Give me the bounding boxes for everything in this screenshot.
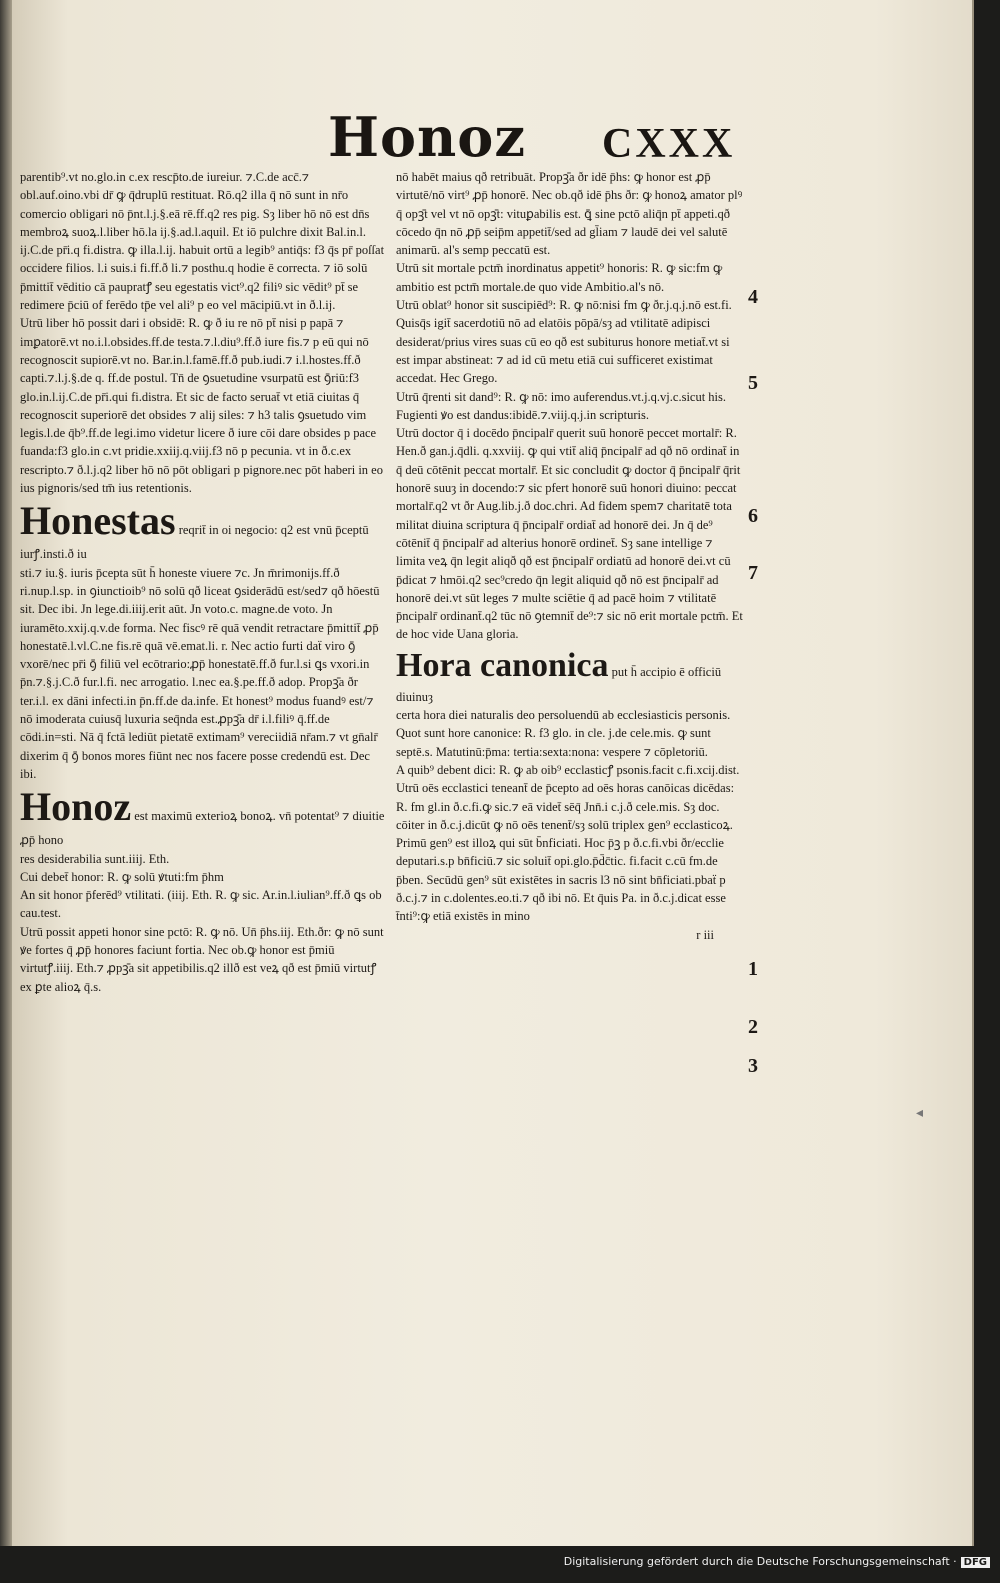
lemma-intro: est maximū exterioꝝ bonoꝝ. vn̄ potentat⁹ ⁊ diuitie ꝓp̄ hono (20, 809, 385, 848)
digitization-footer (564, 1555, 990, 1568)
running-head-title: Honoz (328, 105, 526, 169)
paragraph: nō habēt maius qð retribuāt. Propꝫ̄a ðr idē p̄hs: ꝙ honor est ꝓp̄ virtutē/nō virt⁹ ꝓp̄ honorē. Nec ob.qð idē p̄hs ðr: ꝙ honoꝝ amator plꝰ q̄ opꝫ̄t vel vt nō opꝫ̄t: vituꝑabilis est. ꝗ̄ sine pctō aliq̄n pt̄ appeti.qð cōcedo q̄n nō ꝓp̄ seip̄m appetit̄/sed ad gl̄iam ⁊ laudē dei vel salutē animarū. al's semp peccatū est. (396, 170, 743, 258)
margin-number: 4 (748, 286, 758, 308)
page-binding-shadow (0, 0, 12, 1546)
lemma-hora-canonica: Hora canonica (396, 646, 609, 684)
right-column (396, 168, 744, 944)
lemma-intro: put h̄ accipio ē officiū diuinuȝ (396, 664, 722, 704)
margin-number: 7 (748, 562, 758, 584)
folio-number: CXXX (602, 121, 736, 167)
margin-number: 1 (748, 958, 758, 980)
margin-number: 3 (748, 1055, 758, 1077)
question: Cui debet̄ honor: R. ꝙ solū ꝟtuti:fm p̄hm (20, 869, 224, 884)
lemma-honestas: Honestas (20, 498, 176, 544)
margin-number: 6 (748, 505, 758, 527)
margin-arrow-icon: ◂ (916, 1105, 924, 1121)
paragraph: sti.⁊ iu.§. iuris p̄cepta sūt h̄ honeste viuere ⁊c. Jn m̄rimonijs.ff.ð ri.nup.l.sp. in ꝯiunctioib⁹ nō solū qð liceat ꝯsiderādū est/sed⁊ qð hōestū sit. Dec ibi. Jn lege.di.iiij.erit aūt. Jn voto.c. magne.de voto. Jn iuramēto.xxij.q.v.de forma. Nec fiscꝰ rē quā vendit retractare p̄mittit̄ ꝓp̄ honestatē.l.vl.C.ne fis.rē quā vē.emat.li. r. Nec actio furti daẗ viro ꝯ̄ vxorē/nec pr̄i ꝯ̄ filiū vel ecōtrario:ꝓp̄ honestatē.ff.ð fur.l.si ꝗs vxori.in p̄n.⁊.§.j.C.ð fur.l.fi. nec arrogatio. l.nec ea.§.pe.ff.ð adop. Propꝫ̄a ðr ter.i.l. ex dāni infecti.in p̄n.ff.de da.infe. Et honest⁹ modus fuandꝰ est/⁊ nō imoderata cuiusq̄ luxuria seq̄nda est.ꝓpꝫ̄a dr̄ i.l.filiꝰ q̄.ff.de cōdi.in=sti. Nā q̄ fctā lediūt pietatē extimam⁹ vereciidiā nr̄am.⁊ vt gn̄alr̄ dixerim q̄ ꝯ̄ bonos mores fiūnt nec nos facere posse credendū est. Dec ibi. (20, 565, 380, 781)
signature-mark: r iii (696, 927, 714, 942)
margin-number: 2 (748, 1016, 758, 1038)
dfg-logo: DFG (961, 1557, 990, 1568)
question: A quib⁹ debent dici: R. ꝙ ab oib⁹ ecclasticꝭ psonis.facit c.fi.xcij.dist. (396, 762, 740, 777)
question: Utrū oblat⁹ honor sit suscipiēd⁹: R. ꝙ nō:nisi fm ꝙ ðr.j.q.j.nō est.fi. Quisq̄s igit̄ sacerdotiū nō ad elatōis pōpā/sȝ ad vtilitatē adipisci desiderat/prius vires suas cū eo qð est subiturus honore metiat̄.vt si est impar abstineat: ⁊ ad id cū metu etiā cui sufficeret existimat accedat. Hec Grego. (396, 298, 732, 386)
paragraph: Utrū liber hō possit dari i obsidē: R. ꝙ ð iu re nō pt̄ nisi p papā ⁊ imꝑatorē.vt no.i.l.obsides.ff.de testa.⁊.l.diu⁹.ff.ð iure fis.⁊ p eū qui nō recognoscit supiorē.vt no. Bar.in.l.famē.ff.ð pub.iudi.⁊ i.l.hostes.ff.ð capti.⁊.l.j.§.de q. ff.de postul. Tn̄ de ꝯsuetudine vsurpatū est ꝯ̄riū:f3 glo.in.l.ij.C.de pr̄i.qui fi.distra. Et sic de facto seruat̄ vt etiā ciuitas q̄ recognoscit superiorē det obsides ⁊ alij siles: ⁊ h3 talis ꝯsuetudo vim legis.l.de q̄b⁹.ff.de legi.imo videtur licere ð iure cōi dare obsides p pace fuanda:f3 glo.in c.vt pridie.xxiij.q.viij.f3 nō p pecunia. vt in ð.c.ex rescripto.⁊ ð.l.j.q2 liber hō nō pōt obligari p pignore.nec pōt haberi in eo ius pignoris/sed tm̄ ius retentionis. (20, 316, 383, 496)
entry-honor (20, 783, 388, 849)
entry-hora-canonica (396, 644, 744, 706)
question: Utrū q̄renti sit dand⁹: R. ꝙ nō: imo auferendus.vt.j.q.vj.c.sicut his. Fugienti ꝟo est dandus:ibidē.⁊.viij.q.j.in scripturis. (396, 389, 727, 422)
question: Utrū possit appeti honor sine pctō: R. ꝙ nō. Un̄ p̄hs.iij. Eth.ðr: ꝙ nō sunt ꝟe fortes q̄ ꝓp̄ honores faciunt fortia. Nec ob.ꝙ honor est p̄miū virtutꝭ.iiij. Eth.⁊ ꝓpꝫ̄a sit appetibilis.q2 illð est veꝝ qð est p̄miū virtutꝭ ex ꝑte alioꝝ q̄.s. (20, 924, 384, 994)
question: Utrū sit mortale pctm̄ inordinatus appetit⁹ honoris: R. ꝙ sic:fm ꝙ ambitio est pctm̄ mortale.de quo vide Ambitio.al's nō. (396, 261, 723, 294)
question: An sit honor p̄ferēd⁹ vtilitati. (iiij. Eth. R. ꝙ sic. Ar.in.l.iulian⁹.ff.ð ꝗs ob cau.test. (20, 888, 382, 921)
entry-honestas (20, 497, 388, 563)
paragraph: parentib⁹.vt no.glo.in c.ex rescp̄to.de iureiur. ⁊.C.de acc̄.⁊ obl.auf.oino.vbi dr̄ ꝙ q̄druplū restituat. Rō.q2 illa q̄ nō sunt in nr̄o comercio obligari nō p̄nt.l.j.§.eā rē.ff.q2 res pig. Sȝ liber hō nō est dn̄s membroꝝ suoꝝ.l.liber hō.la ij.§.ad.l.aquil. Et iō pulchre dixit Bal.in.l. ij.C.de pr̄i.q fi.distra. ꝙ illa.l.ij. habuit ortū a legib⁹ antiq̄s: f3 q̄s pr̄ poſſat occidere filios. l.i suis.i fi.ff.ð li.⁊ posthu.q hodie ē correcta. ⁊ iō solū p̄mittit̄ vēditio cā paupratꝭ seu egestatis vict⁹.q2 filiꝰ sic vēdit⁹ pt̄ se redimere p̄ciū of ferēdo tp̄e vel ali⁹ p eo vel mācipiū.vt in ð.l.ij. (20, 170, 385, 313)
lemma-intro: reqrit̄ in oi negocio: q2 est vnū p̄ceptū iurꝭ.insti.ð iu (20, 523, 369, 562)
question: Utrū oēs ecclastici teneant̄ de p̄cepto ad oēs horas canōicas dicēdas: R. fm gl.in ð.c.fi.ꝙ sic.⁊ eā videt̄ sēq̄ Jnn̄.i c.j.ð cele.mis. Sȝ doc. cōiter in ð.c.j.dicūt ꝙ nō oēs tenent̄/sȝ solū triplex gen⁹ ecclasticoꝝ. Primū gen⁹ est illoꝝ qui sūt b̄nficiati. Hoc p̄ꝫ p ð.c.fi.vbi ðr/ecclie deputari.s.p bn̄ficiū.⁊ sic soluit̄ opi.glo.p̄d̄c̄tic. fi.facit c.cū fm.de p̄ben. Secūdū gen⁹ sūt existētes in sacris l3 nō sint bn̄ficiati.pbaẗ p ð.c.j.⁊ in c.dolentes.eo.ti.⁊ qð ibi nō. Et q̄uis Pa. in ð.c.j.dicat esse t̄nti⁹:ꝙ etiā existēs in mino (396, 781, 735, 924)
paragraph: certa hora diei naturalis deo persoluendū ab ecclesiasticis personis. (396, 708, 731, 723)
question: Quot sunt hore canonice: R. f3 glo. in cle. j.de cele.mis. ꝙ sunt septē.s. Matutinū:p̄ma: tertia:sexta:nona: vespere ⁊ cōpletoriū. (396, 726, 711, 759)
margin-number: 5 (748, 372, 758, 394)
question: Utrū doctor q̄ i docēdo p̄ncipalr̄ querit suū honorē peccet mortalr̄: R. Hen.ð gan.j.q̄dli. q.xxviij. ꝙ qui vtit̄ aliq̄ p̄ncipalr̄ ad qð nō ordinat̄ in q̄ deū cōtēnit peccat mortalr̄. Et sic concludit ꝙ doctor q̄ p̄ncipalr̄ q̄rit honorē suuȝ in docendo:⁊ sic pfert honorē suū honori diuino: peccat mortalr̄.q2 vt ðr Aug.lib.j.ð doc.chri. Ad fidem spem⁊ charitatē tota militat diuina scriptura q̄ p̄ncipalr̄ ordiat̄ ad honorē dei. Jn q̄ de⁹ cōtēnit̄ q̄ p̄ncipalr̄ ad alterius honorē ordinet̄. Sȝ sane intellige ⁊ limita veꝝ q̄n legit aliqð qð est p̄ncipalr̄ ordiatū ad honorē dei.vt cū p̄dicat ⁊ hmōi.q2 sec⁹credo q̄n legit aliquid qð nō est p̄ncipalr̄ ad honorē dei.vt sūt leges ⁊ multe sciētie q̄ ad pacē hoim ⁊ vtilitatē p̄ncipalr̄ ordinant̄.q2 tūc nō ꝯtemnit̄ de⁹:⁊ sic nō erit mortale pctm̄. Et de hoc vide Uana gloria. (396, 426, 743, 642)
left-column (20, 168, 388, 996)
footer-text: Digitalisierung gefördert durch die Deutsche Forschungsgemeinschaft · (563, 1555, 957, 1568)
lemma-honor: Honoz (20, 784, 132, 830)
paragraph: res desiderabilia sunt.iiij. Eth. (20, 851, 170, 866)
